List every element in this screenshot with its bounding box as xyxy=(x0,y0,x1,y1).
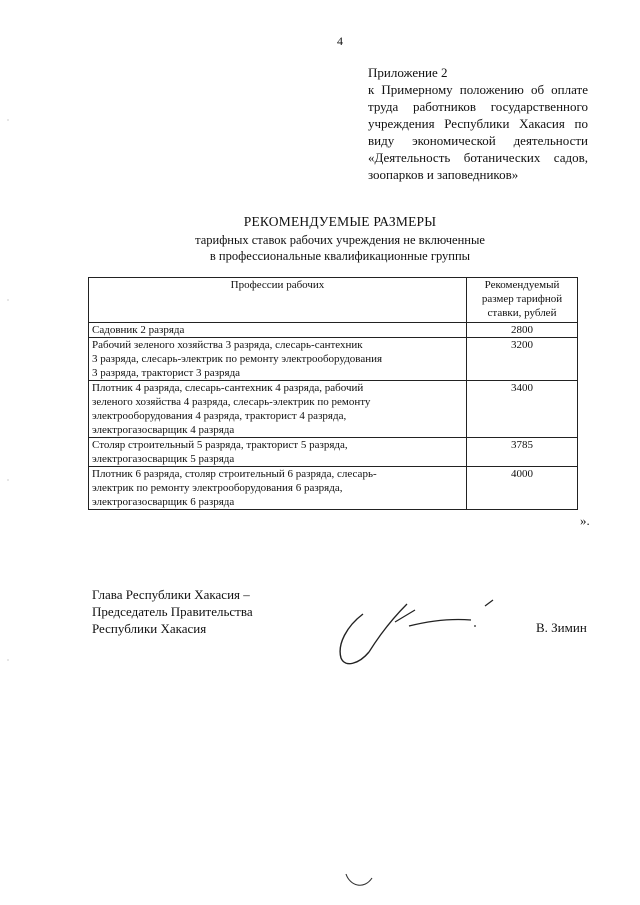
header-line: Рекомендуемый xyxy=(484,279,560,291)
appendix-note xyxy=(368,64,588,183)
profession-line: Рабочий зеленого хозяйства 3 разряда, слесарь-сантехник xyxy=(92,339,363,351)
signatory-line: Председатель Правительства xyxy=(92,604,253,619)
rate-cell: 3785 xyxy=(467,438,578,467)
appendix-line: труда работников государственного xyxy=(368,99,588,114)
profession-line: Плотник 4 разряда, слесарь-сантехник 4 разряда, рабочий xyxy=(92,382,364,394)
handwritten-signature-icon xyxy=(325,596,515,676)
document-title: РЕКОМЕНДУЕМЫЕ РАЗМЕРЫ xyxy=(243,214,437,229)
subtitle-line: в профессиональные квалификационные группы xyxy=(209,249,471,263)
signatory-line: Глава Республики Хакасия – xyxy=(92,587,250,602)
subtitle-line: тарифных ставок рабочих учреждения не включенные xyxy=(195,233,485,247)
scan-artifact-curl-icon xyxy=(340,870,380,894)
profession-line: электрик по ремонту электрооборудования 6 разряда, xyxy=(92,482,343,494)
profession-line: электрогазосварщик 4 разряда xyxy=(92,424,235,436)
profession-cell xyxy=(89,381,467,438)
appendix-line: виду экономической деятельности xyxy=(368,133,588,148)
table-header-row xyxy=(89,278,578,323)
profession-line: электрогазосварщик 5 разряда xyxy=(92,453,235,465)
profession-cell xyxy=(89,438,467,467)
table-row xyxy=(89,338,578,381)
profession-line: Столяр строительный 5 разряда, тракторист 5 разряда, xyxy=(92,439,348,451)
tariff-rates-table xyxy=(88,277,578,510)
rate-cell: 2800 xyxy=(467,323,578,338)
closing-quote: ». xyxy=(580,513,590,528)
document-subtitle xyxy=(140,232,540,264)
profession-line: 3 разряда, слесарь-электрик по ремонту электрооборудования xyxy=(92,353,383,365)
rate-cell: 3400 xyxy=(467,381,578,438)
column-header-rate xyxy=(467,278,578,323)
rate-cell: 3200 xyxy=(467,338,578,381)
rate-cell: 4000 xyxy=(467,467,578,510)
profession-cell xyxy=(89,323,467,338)
column-header-profession: Профессии рабочих xyxy=(89,278,467,323)
header-line: ставки, рублей xyxy=(487,307,557,319)
profession-line: Плотник 6 разряда, столяр строительный 6 разряда, слесарь- xyxy=(92,468,377,480)
profession-line: электрооборудования 4 разряда, тракторист 4 разряда, xyxy=(92,410,347,422)
header-line: размер тарифной xyxy=(481,293,563,305)
signatory-title xyxy=(92,586,253,637)
table-row xyxy=(89,467,578,510)
signatory-line: Республики Хакасия xyxy=(92,621,207,636)
scan-edge-dots-icon xyxy=(6,0,10,905)
appendix-line: к Примерному положению об оплате xyxy=(368,82,588,97)
appendix-line: зоопарков и заповедников» xyxy=(368,167,519,182)
profession-line: зеленого хозяйства 4 разряда, слесарь-электрик по ремонту xyxy=(92,396,371,408)
appendix-line: «Деятельность ботанических садов, xyxy=(368,150,588,165)
profession-line: Садовник 2 разряда xyxy=(92,324,185,336)
signer-name: В. Зимин xyxy=(536,620,587,635)
profession-line: электрогазосварщик 6 разряда xyxy=(92,496,235,508)
appendix-line: учреждения Республики Хакасия по xyxy=(368,116,588,131)
profession-cell xyxy=(89,467,467,510)
profession-cell xyxy=(89,338,467,381)
table-row xyxy=(89,323,578,338)
page-number: 4 xyxy=(337,34,343,48)
table-row xyxy=(89,438,578,467)
table-row xyxy=(89,381,578,438)
appendix-line: Приложение 2 xyxy=(368,65,448,80)
profession-line: 3 разряда, тракторист 3 разряда xyxy=(92,367,241,379)
